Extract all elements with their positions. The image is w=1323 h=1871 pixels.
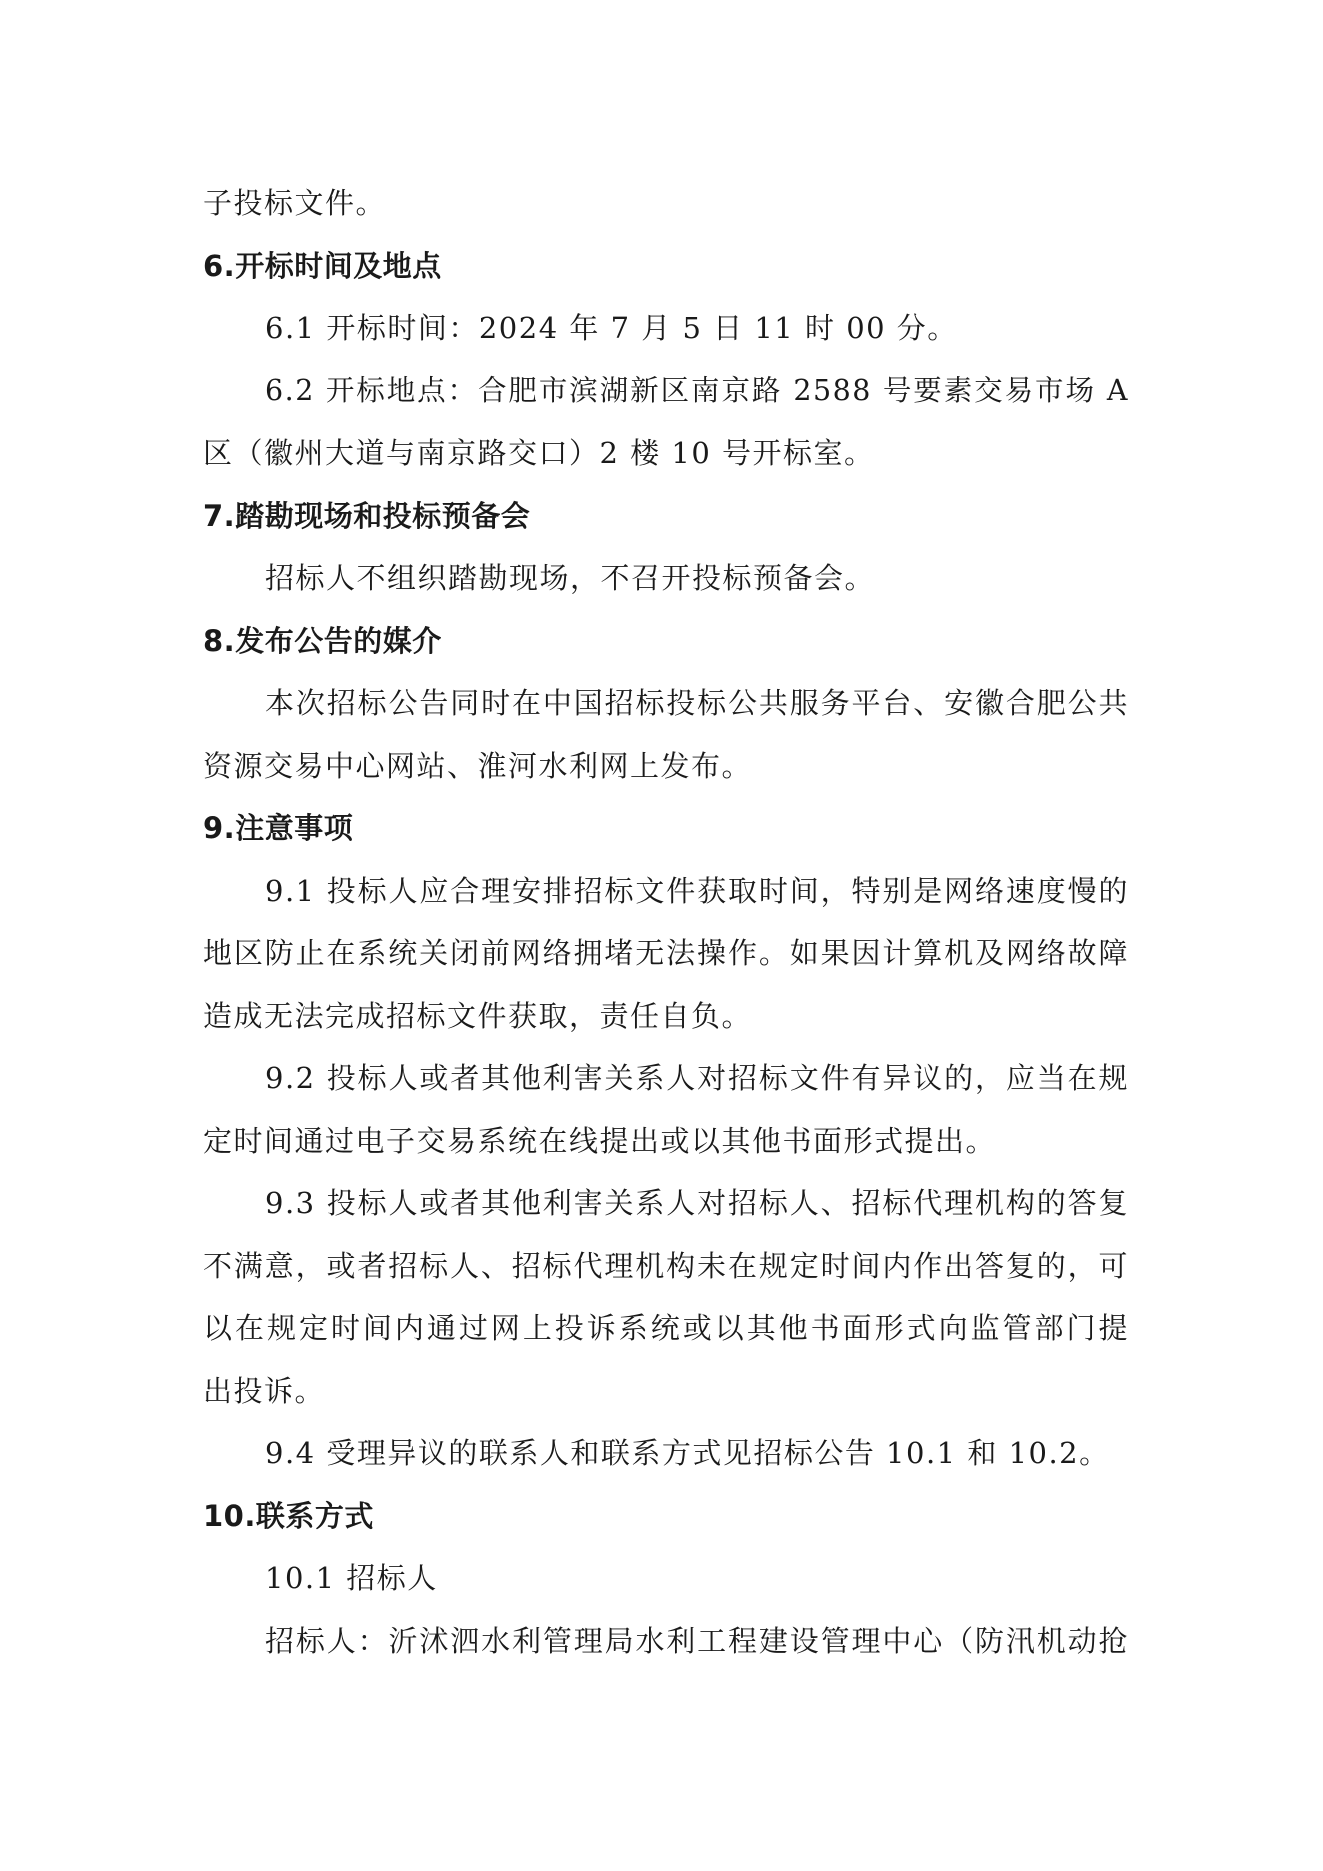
text-line: 本次招标公告同时在中国招标投标公共服务平台、安徽合肥公共 xyxy=(265,686,1129,720)
section-heading-7: 7.踏勘现场和投标预备会 xyxy=(203,498,531,533)
document-page xyxy=(203,172,1129,1672)
section-heading-9: 9.注意事项 xyxy=(203,811,354,845)
text-line: 招标人：沂沭泗水利管理局水利工程建设管理中心（防汛机动抢 xyxy=(265,1623,1129,1658)
text-line: 子投标文件。 xyxy=(203,186,387,220)
section-heading-10: 10.联系方式 xyxy=(203,1498,374,1533)
text-line: 9.2 投标人或者其他利害关系人对招标文件有异议的，应当在规 xyxy=(265,1061,1129,1095)
text-line: 9.1 投标人应合理安排招标文件获取时间，特别是网络速度慢的 xyxy=(265,873,1129,908)
text-line: 招标人不组织踏勘现场，不召开投标预备会。 xyxy=(265,561,876,595)
text-line: 以在规定时间内通过网上投诉系统或以其他书面形式向监管部门提 xyxy=(203,1311,1129,1345)
text-line: 9.3 投标人或者其他利害关系人对招标人、招标代理机构的答复 xyxy=(265,1186,1129,1220)
text-line: 6.1 开标时间：2024 年 7 月 5 日 11 时 00 分。 xyxy=(265,311,958,345)
text-line: 9.4 受理异议的联系人和联系方式见招标公告 10.1 和 10.2。 xyxy=(265,1436,1110,1470)
text-line: 资源交易中心网站、淮河水利网上发布。 xyxy=(203,748,753,783)
text-line: 6.2 开标地点：合肥市滨湖新区南京路 2588 号要素交易市场 A xyxy=(265,373,1129,407)
text-line: 不满意，或者招标人、招标代理机构未在规定时间内作出答复的，可 xyxy=(203,1248,1129,1283)
text-line: 地区防止在系统关闭前网络拥堵无法操作。如果因计算机及网络故障 xyxy=(203,936,1129,970)
text-line: 造成无法完成招标文件获取，责任自负。 xyxy=(203,998,753,1033)
section-heading-6: 6.开标时间及地点 xyxy=(203,248,442,283)
text-line: 10.1 招标人 xyxy=(265,1561,438,1595)
text-line: 出投诉。 xyxy=(203,1373,326,1408)
text-line: 区（徽州大道与南京路交口）2 楼 10 号开标室。 xyxy=(203,436,875,470)
text-line: 定时间通过电子交易系统在线提出或以其他书面形式提出。 xyxy=(203,1123,997,1158)
section-heading-8: 8.发布公告的媒介 xyxy=(203,623,442,658)
